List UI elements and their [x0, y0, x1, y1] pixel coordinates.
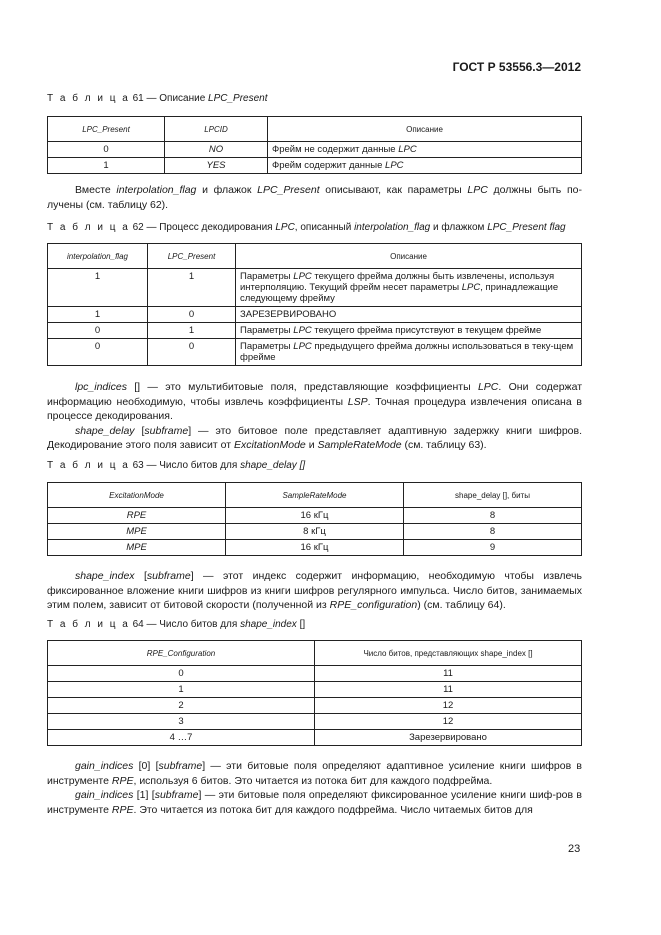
- header-cell: SampleRateMode: [226, 483, 404, 508]
- table-cell: 9: [404, 540, 582, 556]
- header-cell: LPCID: [165, 117, 268, 142]
- table-cell: MPE: [48, 540, 226, 556]
- table-cell: 12: [315, 714, 582, 730]
- header-cell: RPE_Configuration: [48, 641, 315, 666]
- table-row: [48, 540, 582, 556]
- table-header-row: [48, 244, 582, 269]
- table-cell: 1: [48, 269, 148, 307]
- table-cell: RPE: [48, 508, 226, 524]
- table-cell: 0: [148, 339, 236, 366]
- table-63: [47, 482, 582, 556]
- table-cell: 0: [48, 339, 148, 366]
- table-row: [48, 666, 582, 682]
- paragraph-shape-index: shape_index [subframe] — этот индекс содержит информацию, необходимую чтобы извлечь фиксированное вложение книги шифров из книги шифров регулярного импульса. Число битов, занимаемых этим полем, зависит от битовой скорости (полученной из RPE_configuration) (см. таблицу 64).: [47, 570, 582, 612]
- table-cell: Фрейм не содержит данные LPC: [268, 142, 582, 158]
- table-64-caption: Т а б л и ц а 64 — Число битов для shape_index []: [47, 619, 306, 630]
- table-row: [48, 508, 582, 524]
- table-62-caption: Т а б л и ц а 62 — Процесс декодирования LPC, описанный interpolation_flag и флажком LPC_Present flag: [47, 222, 566, 233]
- table-row: [48, 339, 582, 366]
- page-number: 23: [568, 843, 581, 855]
- table-cell: 11: [315, 666, 582, 682]
- header-cell: ExcitationMode: [48, 483, 226, 508]
- table-cell: 8 кГц: [226, 524, 404, 540]
- caption-title: — Описание: [143, 93, 209, 104]
- paragraph-interpolation: Вместе interpolation_flag и флажок LPC_Present описывают, как параметры LPC должны быть по-лучены (см. таблицу 62).: [47, 184, 582, 211]
- table-cell: 0: [148, 307, 236, 323]
- table-cell: 0: [48, 666, 315, 682]
- table-cell: 2: [48, 698, 315, 714]
- header-cell: Описание: [268, 117, 582, 142]
- table-row: [48, 524, 582, 540]
- table-row: [48, 142, 582, 158]
- table-cell: 4 …7: [48, 730, 315, 746]
- table-cell: NO: [165, 142, 268, 158]
- table-row: [48, 307, 582, 323]
- table-row: [48, 269, 582, 307]
- table-cell: 16 кГц: [226, 508, 404, 524]
- table-cell: MPE: [48, 524, 226, 540]
- table-cell: 1: [148, 269, 236, 307]
- table-cell: 1: [48, 682, 315, 698]
- caption-number: 61: [132, 93, 144, 104]
- table-header-row: [48, 641, 582, 666]
- caption-prefix: Т а б л и ц а: [47, 93, 130, 104]
- table-cell: 1: [48, 307, 148, 323]
- table-row: [48, 682, 582, 698]
- table-cell: ЗАРЕЗЕРВИРОВАНО: [236, 307, 582, 323]
- table-cell: Параметры LPC предыдущего фрейма должны использоваться в теку-щем фрейме: [236, 339, 582, 366]
- header-cell: shape_delay [], биты: [404, 483, 582, 508]
- table-cell: 0: [48, 323, 148, 339]
- table-row: [48, 698, 582, 714]
- table-cell: 8: [404, 508, 582, 524]
- header-cell: Число битов, представляющих shape_index []: [315, 641, 582, 666]
- table-row: [48, 730, 582, 746]
- table-cell: 1: [148, 323, 236, 339]
- table-cell: 16 кГц: [226, 540, 404, 556]
- table-cell: Параметры LPC текущего фрейма присутствуют в текущем фрейме: [236, 323, 582, 339]
- table-cell: 0: [48, 142, 165, 158]
- table-63-caption: Т а б л и ц а 63 — Число битов для shape_delay []: [47, 460, 306, 471]
- table-header-row: [48, 483, 582, 508]
- table-row: [48, 323, 582, 339]
- table-cell: Параметры LPC текущего фрейма должны быть извлечены, используя интерполяцию. Текущий фрейм несет параметры LPC, принадлежащие следующему фрейму: [236, 269, 582, 307]
- table-61-caption: [47, 93, 268, 104]
- table-61: [47, 116, 582, 174]
- header-cell: interpolation_flag: [48, 244, 148, 269]
- table-cell: 3: [48, 714, 315, 730]
- table-row: [48, 714, 582, 730]
- standard-designation: ГОСТ Р 53556.3—2012: [452, 60, 581, 74]
- caption-italic: LPC_Present: [208, 93, 268, 104]
- paragraph-lpc-indices: lpc_indices [] — это мультибитовые поля, представляющие коэффициенты LPC. Они содержат информацию необходимую, чтобы извлечь коэффициенты LSP. Точная процедура извлечения описана в процессе декодирования. shape_delay [subframe] — это битовое поле представляет адаптивную задержку книги шифров. Декодирование этого поля зависит от ExcitationMode и SampleRateMode (см. таблицу 63).: [47, 381, 582, 452]
- table-62: [47, 243, 582, 366]
- header-cell: LPC_Present: [148, 244, 236, 269]
- table-header-row: [48, 117, 582, 142]
- table-cell: Зарезервировано: [315, 730, 582, 746]
- table-row: [48, 158, 582, 174]
- table-cell: 8: [404, 524, 582, 540]
- table-cell: 11: [315, 682, 582, 698]
- header-cell: LPC_Present: [48, 117, 165, 142]
- table-cell: 12: [315, 698, 582, 714]
- table-cell: Фрейм содержит данные LPC: [268, 158, 582, 174]
- table-cell: 1: [48, 158, 165, 174]
- paragraph-gain-indices: gain_indices [0] [subframe] — эти битовые поля определяют адаптивное усиление книги шифров в инструменте RPE, используя 6 битов. Это читается из потока бит для каждого подфрейма. gain_indices [1] [subframe] — эти битовые поля определяют фиксированное усиление книги шиф-ров в инструменте RPE. Это читается из потока бит для каждого подфрейма. Число читаемых битов для: [47, 760, 582, 816]
- header-cell: Описание: [236, 244, 582, 269]
- table-cell: YES: [165, 158, 268, 174]
- table-64: [47, 640, 582, 746]
